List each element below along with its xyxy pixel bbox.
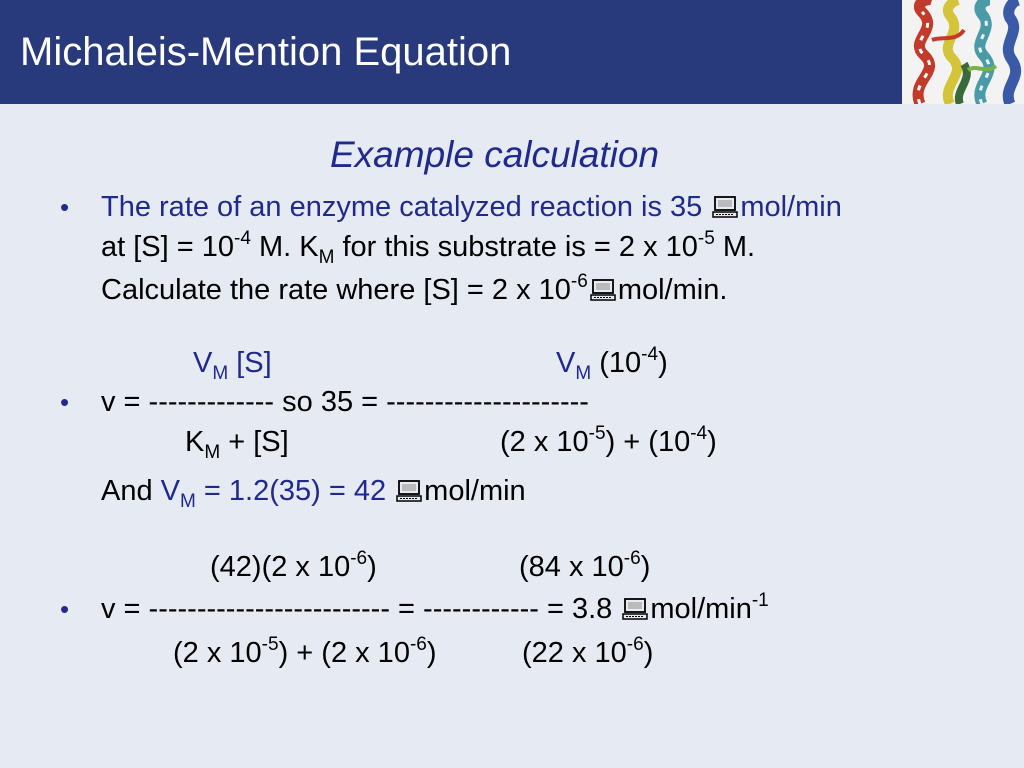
eq2-numerator-right xyxy=(519,550,650,588)
text-run: ) + (10 xyxy=(605,426,691,458)
text-run: mol/min xyxy=(650,593,752,625)
text-run: (10 xyxy=(591,347,642,379)
text-run: (42)(2 x 10 xyxy=(210,551,351,583)
text-run: Calculate the rate where [S] = 2 x 10 xyxy=(101,274,571,306)
eq2-denominator-left xyxy=(173,636,437,674)
superscript: -5 xyxy=(588,423,606,444)
text-run: The rate of an enzyme catalyzed reaction is 35 xyxy=(101,191,711,223)
text-run: (22 x 10 xyxy=(522,637,627,669)
text-run: ) xyxy=(707,426,717,458)
text-run: v = ------------------------- = ------------ = 3.8 xyxy=(101,593,621,625)
bullet1-line2 xyxy=(101,230,755,268)
text-run: (2 x 10 xyxy=(173,637,262,669)
text-run: K xyxy=(185,426,205,458)
text-run: ) xyxy=(426,637,437,669)
subscript: M xyxy=(318,247,335,268)
text-run: ) xyxy=(640,551,651,583)
text-run: for this substrate is = 2 x 10 xyxy=(334,231,698,263)
text-run: M. K xyxy=(250,231,319,263)
text-run: (84 x 10 xyxy=(519,551,624,583)
title-bar xyxy=(0,0,1024,104)
bullet1-line1 xyxy=(101,190,842,224)
slide-title: Michaleis-Mention Equation xyxy=(20,30,512,74)
superscript: -5 xyxy=(697,228,715,249)
text-run: mol/min xyxy=(740,191,842,223)
bullet-marker: • xyxy=(60,594,70,624)
text-run: (2 x 10 xyxy=(500,426,589,458)
superscript: -4 xyxy=(641,344,659,365)
superscript: -5 xyxy=(261,634,279,655)
superscript: -6 xyxy=(570,271,588,292)
bullet1-line3 xyxy=(101,273,727,311)
subscript: M xyxy=(212,363,229,384)
superscript: -6 xyxy=(623,548,641,569)
computer-icon xyxy=(590,279,616,301)
text-run: V xyxy=(556,347,576,379)
superscript: -4 xyxy=(234,228,251,249)
text-run: mol/min xyxy=(424,475,526,507)
text-run: V xyxy=(193,347,213,379)
eq1-numerator-right xyxy=(556,346,668,384)
subscript: M xyxy=(575,363,592,384)
text-run: ) xyxy=(367,551,377,583)
computer-icon xyxy=(396,480,422,502)
bullet-marker: • xyxy=(60,192,70,222)
bullet-marker: • xyxy=(60,387,70,417)
text-run: ) xyxy=(658,347,668,379)
text-run: = 1.2(35) = 42 xyxy=(195,475,395,507)
subscript: M xyxy=(204,442,221,463)
eq2-numerator-left xyxy=(210,550,377,588)
eq1-numerator-left xyxy=(193,346,272,384)
superscript: -6 xyxy=(626,634,644,655)
eq1-denominator-left xyxy=(185,425,289,463)
eq1-main-line: v = ------------- so 35 = --------------------- xyxy=(101,386,589,418)
superscript: -4 xyxy=(690,423,708,444)
superscript: -6 xyxy=(350,548,368,569)
text-run: And xyxy=(101,475,161,507)
text-run: ) xyxy=(643,637,654,669)
eq1-denominator-right xyxy=(500,425,717,463)
text-run: M. xyxy=(714,231,756,263)
text-run: V xyxy=(160,475,181,507)
computer-icon xyxy=(622,598,648,620)
text-run: ) + (2 x 10 xyxy=(278,637,410,669)
text-run: mol/min. xyxy=(617,274,728,306)
superscript: -6 xyxy=(409,634,427,655)
subscript: M xyxy=(180,491,196,512)
slide-subtitle: Example calculation xyxy=(330,134,660,175)
computer-icon xyxy=(712,196,738,218)
text-run: + [S] xyxy=(220,426,289,458)
superscript: -1 xyxy=(751,590,769,611)
vm-result-line xyxy=(101,474,526,512)
text-run: [S] xyxy=(228,347,272,379)
eq2-main-line xyxy=(101,592,769,630)
eq2-denominator-right xyxy=(522,636,653,674)
protein-structure-image xyxy=(902,0,1024,104)
text-run: at [S] = 10 xyxy=(101,231,235,263)
